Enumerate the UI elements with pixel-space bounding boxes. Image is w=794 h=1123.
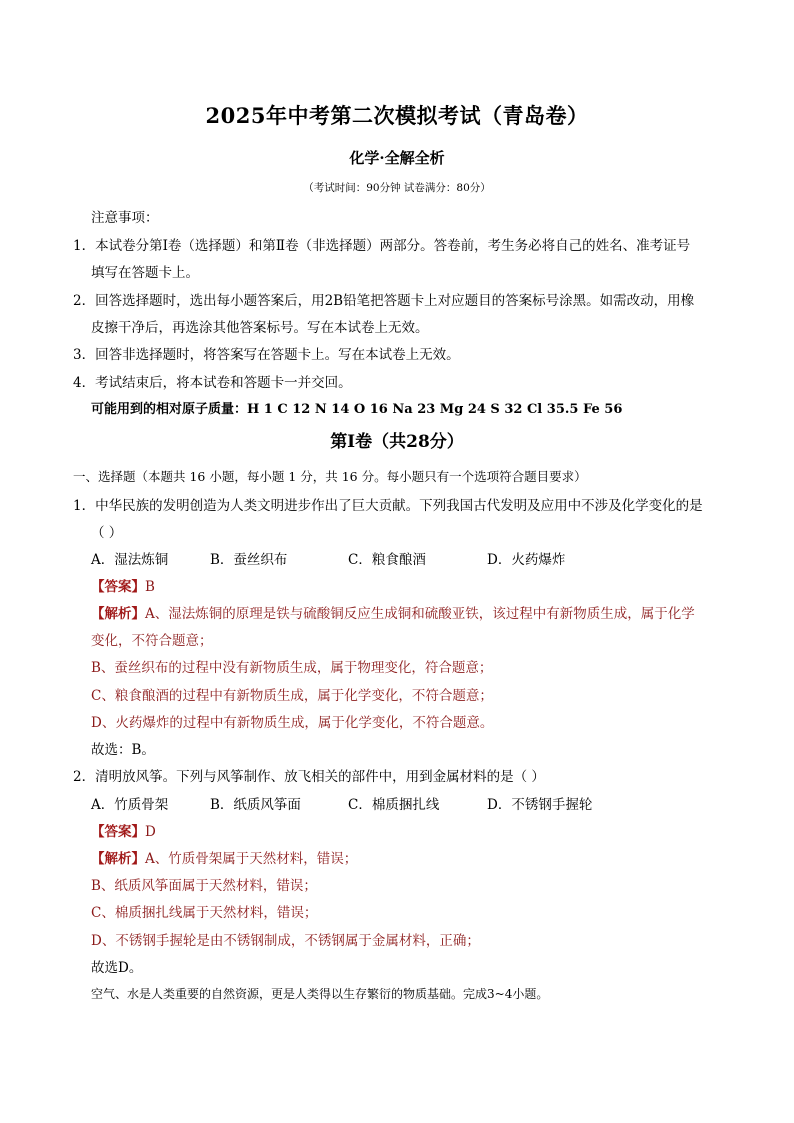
- exam-info: （考试时间：90分钟 试卷满分：80分）: [303, 182, 491, 194]
- note-2-line-1: 2．回答选择题时，选出每小题答案后，用2B铅笔把答题卡上对应题目的答案标号涂黑。如需改动，用橡: [73, 293, 695, 309]
- q2-option-c: C．棉质捆扎线: [348, 797, 440, 813]
- page-subtitle: 化学·全解全析: [349, 149, 445, 167]
- q1-analysis-b: B、蚕丝织布的过程中没有新物质生成，属于物理变化，符合题意；: [91, 660, 493, 676]
- q2-answer-tag: 【答案】: [91, 824, 145, 840]
- q1-analysis-d: D、火药爆炸的过程中有新物质生成，属于化学变化，不符合题意。: [91, 715, 494, 731]
- atomic-mass-line: 可能用到的相对原子质量：H 1 C 12 N 14 O 16 Na 23 Mg 24 S 32 Cl 35.5 Fe 56: [91, 402, 623, 417]
- note-4: 4．考试结束后，将本试卷和答题卡一并交回。: [73, 375, 352, 391]
- q1-analysis-line-2: 变化，不符合题意；: [91, 633, 213, 649]
- q2-analysis-line-1: [91, 847, 357, 867]
- q2-answer: D: [145, 824, 156, 840]
- q1-option-d: D．火药爆炸: [487, 552, 566, 568]
- q2-answer-line: [91, 820, 156, 840]
- q3-4-intro: 空气、水是人类重要的自然资源，更是人类得以生存繁衍的物质基础。完成3~4小题。: [91, 987, 549, 1001]
- section-instructions: 一、选择题（本题共 16 小题，每小题 1 分，共 16 分。每小题只有一个选项符合题目要求）: [73, 469, 587, 484]
- q2-analysis-d: D、不锈钢手握轮是由不锈钢制成，不锈钢属于金属材料，正确；: [91, 933, 480, 949]
- q1-analysis-c: C、粮食酿酒的过程中有新物质生成，属于化学变化，不符合题意；: [91, 688, 493, 704]
- q1-answer-line: [91, 575, 155, 595]
- q1-option-c: C．粮食酿酒: [348, 552, 426, 568]
- q1-conclusion: 故选：B。: [91, 742, 155, 758]
- q2-analysis-tag: 【解析】: [91, 851, 145, 867]
- notes-heading: 注意事项：: [91, 210, 159, 226]
- note-3: 3．回答非选择题时，将答案写在答题卡上。写在本试卷上无效。: [73, 347, 460, 363]
- q2-option-d: D．不锈钢手握轮: [487, 797, 593, 813]
- q1-answer: B: [145, 579, 155, 595]
- q2-analysis-b: B、纸质风筝面属于天然材料，错误；: [91, 878, 317, 894]
- q1-answer-tag: 【答案】: [91, 579, 145, 595]
- q1-option-a: A．湿法炼铜: [91, 552, 169, 568]
- q1-analysis-line-1: [91, 602, 695, 622]
- q1-option-b: B．蚕丝织布: [210, 552, 288, 568]
- note-1-line-1: 1．本试卷分第Ⅰ卷（选择题）和第Ⅱ卷（非选择题）两部分。答卷前，考生务必将自己的姓名、准考证号: [73, 238, 691, 254]
- q2-option-a: A．竹质骨架: [91, 797, 169, 813]
- q2-analysis-a: A、竹质骨架属于天然材料，错误；: [145, 851, 358, 867]
- page-title: 2025年中考第二次模拟考试（青岛卷）: [205, 103, 589, 128]
- q1-stem-line-1: 1．中华民族的发明创造为人类文明进步作出了巨大贡献。下列我国古代发明及应用中不涉及化学变化的是: [73, 498, 703, 514]
- note-2-line-2: 皮擦干净后，再选涂其他答案标号。写在本试卷上无效。: [91, 320, 429, 336]
- q1-analysis-tag: 【解析】: [91, 606, 145, 622]
- q2-conclusion: 故选D。: [91, 960, 143, 976]
- q2-stem: 2．清明放风筝。下列与风筝制作、放飞相关的部件中，用到金属材料的是（ ）: [73, 769, 545, 785]
- note-1-line-2: 填写在答题卡上。: [91, 265, 199, 281]
- q2-option-b: B．纸质风筝面: [210, 797, 301, 813]
- q1-analysis-a: A、湿法炼铜的原理是铁与硫酸铜反应生成铜和硫酸亚铁，该过程中有新物质生成，属于化学: [145, 606, 695, 622]
- q1-stem-line-2: （ ）: [91, 525, 123, 541]
- section-title: 第Ⅰ卷（共28分）: [330, 432, 464, 452]
- q2-analysis-c: C、棉质捆扎线属于天然材料，错误；: [91, 905, 318, 921]
